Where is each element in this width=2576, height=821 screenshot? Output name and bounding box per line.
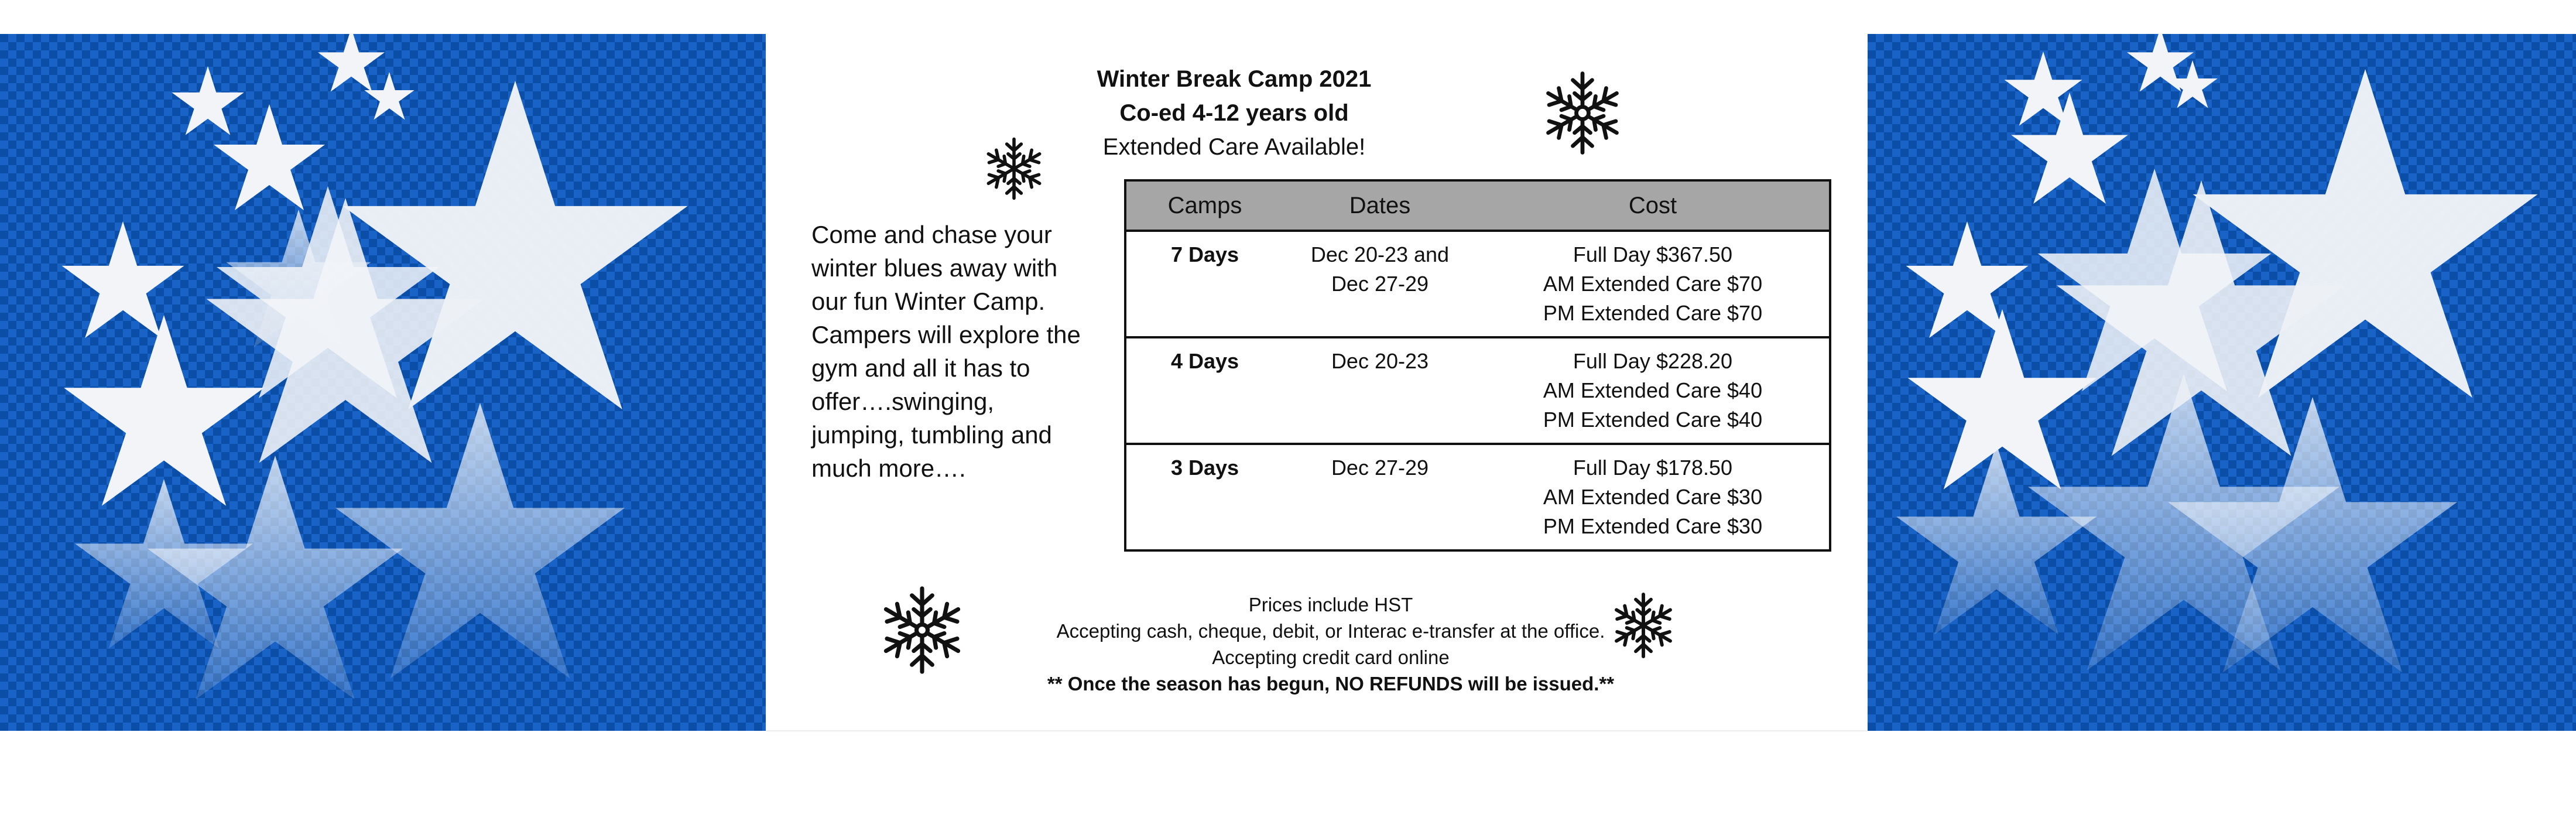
- cost-line: PM Extended Care $30: [1543, 514, 1763, 538]
- intro-paragraph: Come and chase your winter blues away with our fun Winter Camp. Campers will explore the gym and all it has to offer….swinging, jumping, tumbling and much more….: [811, 221, 1081, 482]
- star-icon: [1906, 221, 2029, 338]
- stars-decoration-right: [1868, 34, 2576, 731]
- camp-dates: [1283, 231, 1477, 337]
- header-cost: Cost: [1477, 180, 1830, 231]
- age-range: Co-ed 4-12 years old: [1119, 100, 1349, 126]
- camp-dates: [1283, 337, 1477, 444]
- star-icon: [364, 72, 415, 119]
- left-star-panel: [0, 34, 766, 731]
- table-row: [1125, 337, 1830, 444]
- extended-care-note: Extended Care Available!: [1102, 134, 1366, 160]
- date-line: Dec 20-23: [1331, 349, 1429, 373]
- credit-card-note: Accepting credit card online: [1212, 646, 1450, 668]
- date-line: Dec 27-29: [1331, 456, 1429, 480]
- camp-dates: [1283, 444, 1477, 550]
- hst-note: Prices include HST: [1248, 594, 1413, 615]
- camp-cost: [1477, 231, 1830, 337]
- cost-line: PM Extended Care $40: [1543, 408, 1763, 432]
- camp-title: Winter Break Camp 2021: [1097, 66, 1372, 92]
- right-star-panel: [1868, 34, 2576, 731]
- camp-flyer: [0, 34, 2576, 731]
- flyer-heading: [1070, 62, 1398, 164]
- star-icon: [214, 104, 325, 210]
- cost-line: AM Extended Care $30: [1543, 485, 1763, 509]
- snowflake-icon: [981, 132, 1047, 205]
- header-dates: Dates: [1283, 180, 1477, 231]
- camp-length: 4 Days: [1125, 337, 1283, 444]
- star-icon: [64, 315, 264, 506]
- camp-cost: [1477, 444, 1830, 550]
- star-icon: [318, 34, 385, 92]
- table-header-row: [1125, 180, 1830, 231]
- table-row: [1125, 231, 1830, 337]
- camp-length: 3 Days: [1125, 444, 1283, 550]
- camp-length: 7 Days: [1125, 231, 1283, 337]
- cost-line: Full Day $367.50: [1573, 242, 1733, 266]
- cost-line: Full Day $178.50: [1573, 456, 1733, 480]
- star-icon: [335, 403, 625, 679]
- star-icon: [172, 66, 244, 135]
- payment-methods: Accepting cash, cheque, debit, or Interac e-transfer at the office.: [1056, 620, 1605, 642]
- snowflake-icon: [1539, 63, 1626, 163]
- cost-line: AM Extended Care $40: [1543, 378, 1763, 402]
- payment-info: [988, 591, 1673, 697]
- star-icon: [1896, 444, 2097, 635]
- table-row: [1125, 444, 1830, 550]
- date-line: Dec 27-29: [1331, 272, 1429, 296]
- cost-line: AM Extended Care $70: [1543, 272, 1763, 296]
- camp-pricing-table: [1124, 179, 1831, 552]
- bottom-divider: [766, 730, 1868, 731]
- refund-policy: ** Once the season has begun, NO REFUNDS will be issued.**: [1047, 673, 1615, 695]
- cost-line: PM Extended Care $70: [1543, 301, 1763, 325]
- cost-line: Full Day $228.20: [1573, 349, 1733, 373]
- stars-decoration-left: [0, 34, 766, 731]
- header-camps: Camps: [1125, 180, 1283, 231]
- snowflake-icon: [876, 579, 968, 682]
- date-line: Dec 20-23 and: [1310, 242, 1450, 266]
- camp-cost: [1477, 337, 1830, 444]
- flyer-content: [766, 34, 1868, 731]
- star-icon: [62, 221, 184, 338]
